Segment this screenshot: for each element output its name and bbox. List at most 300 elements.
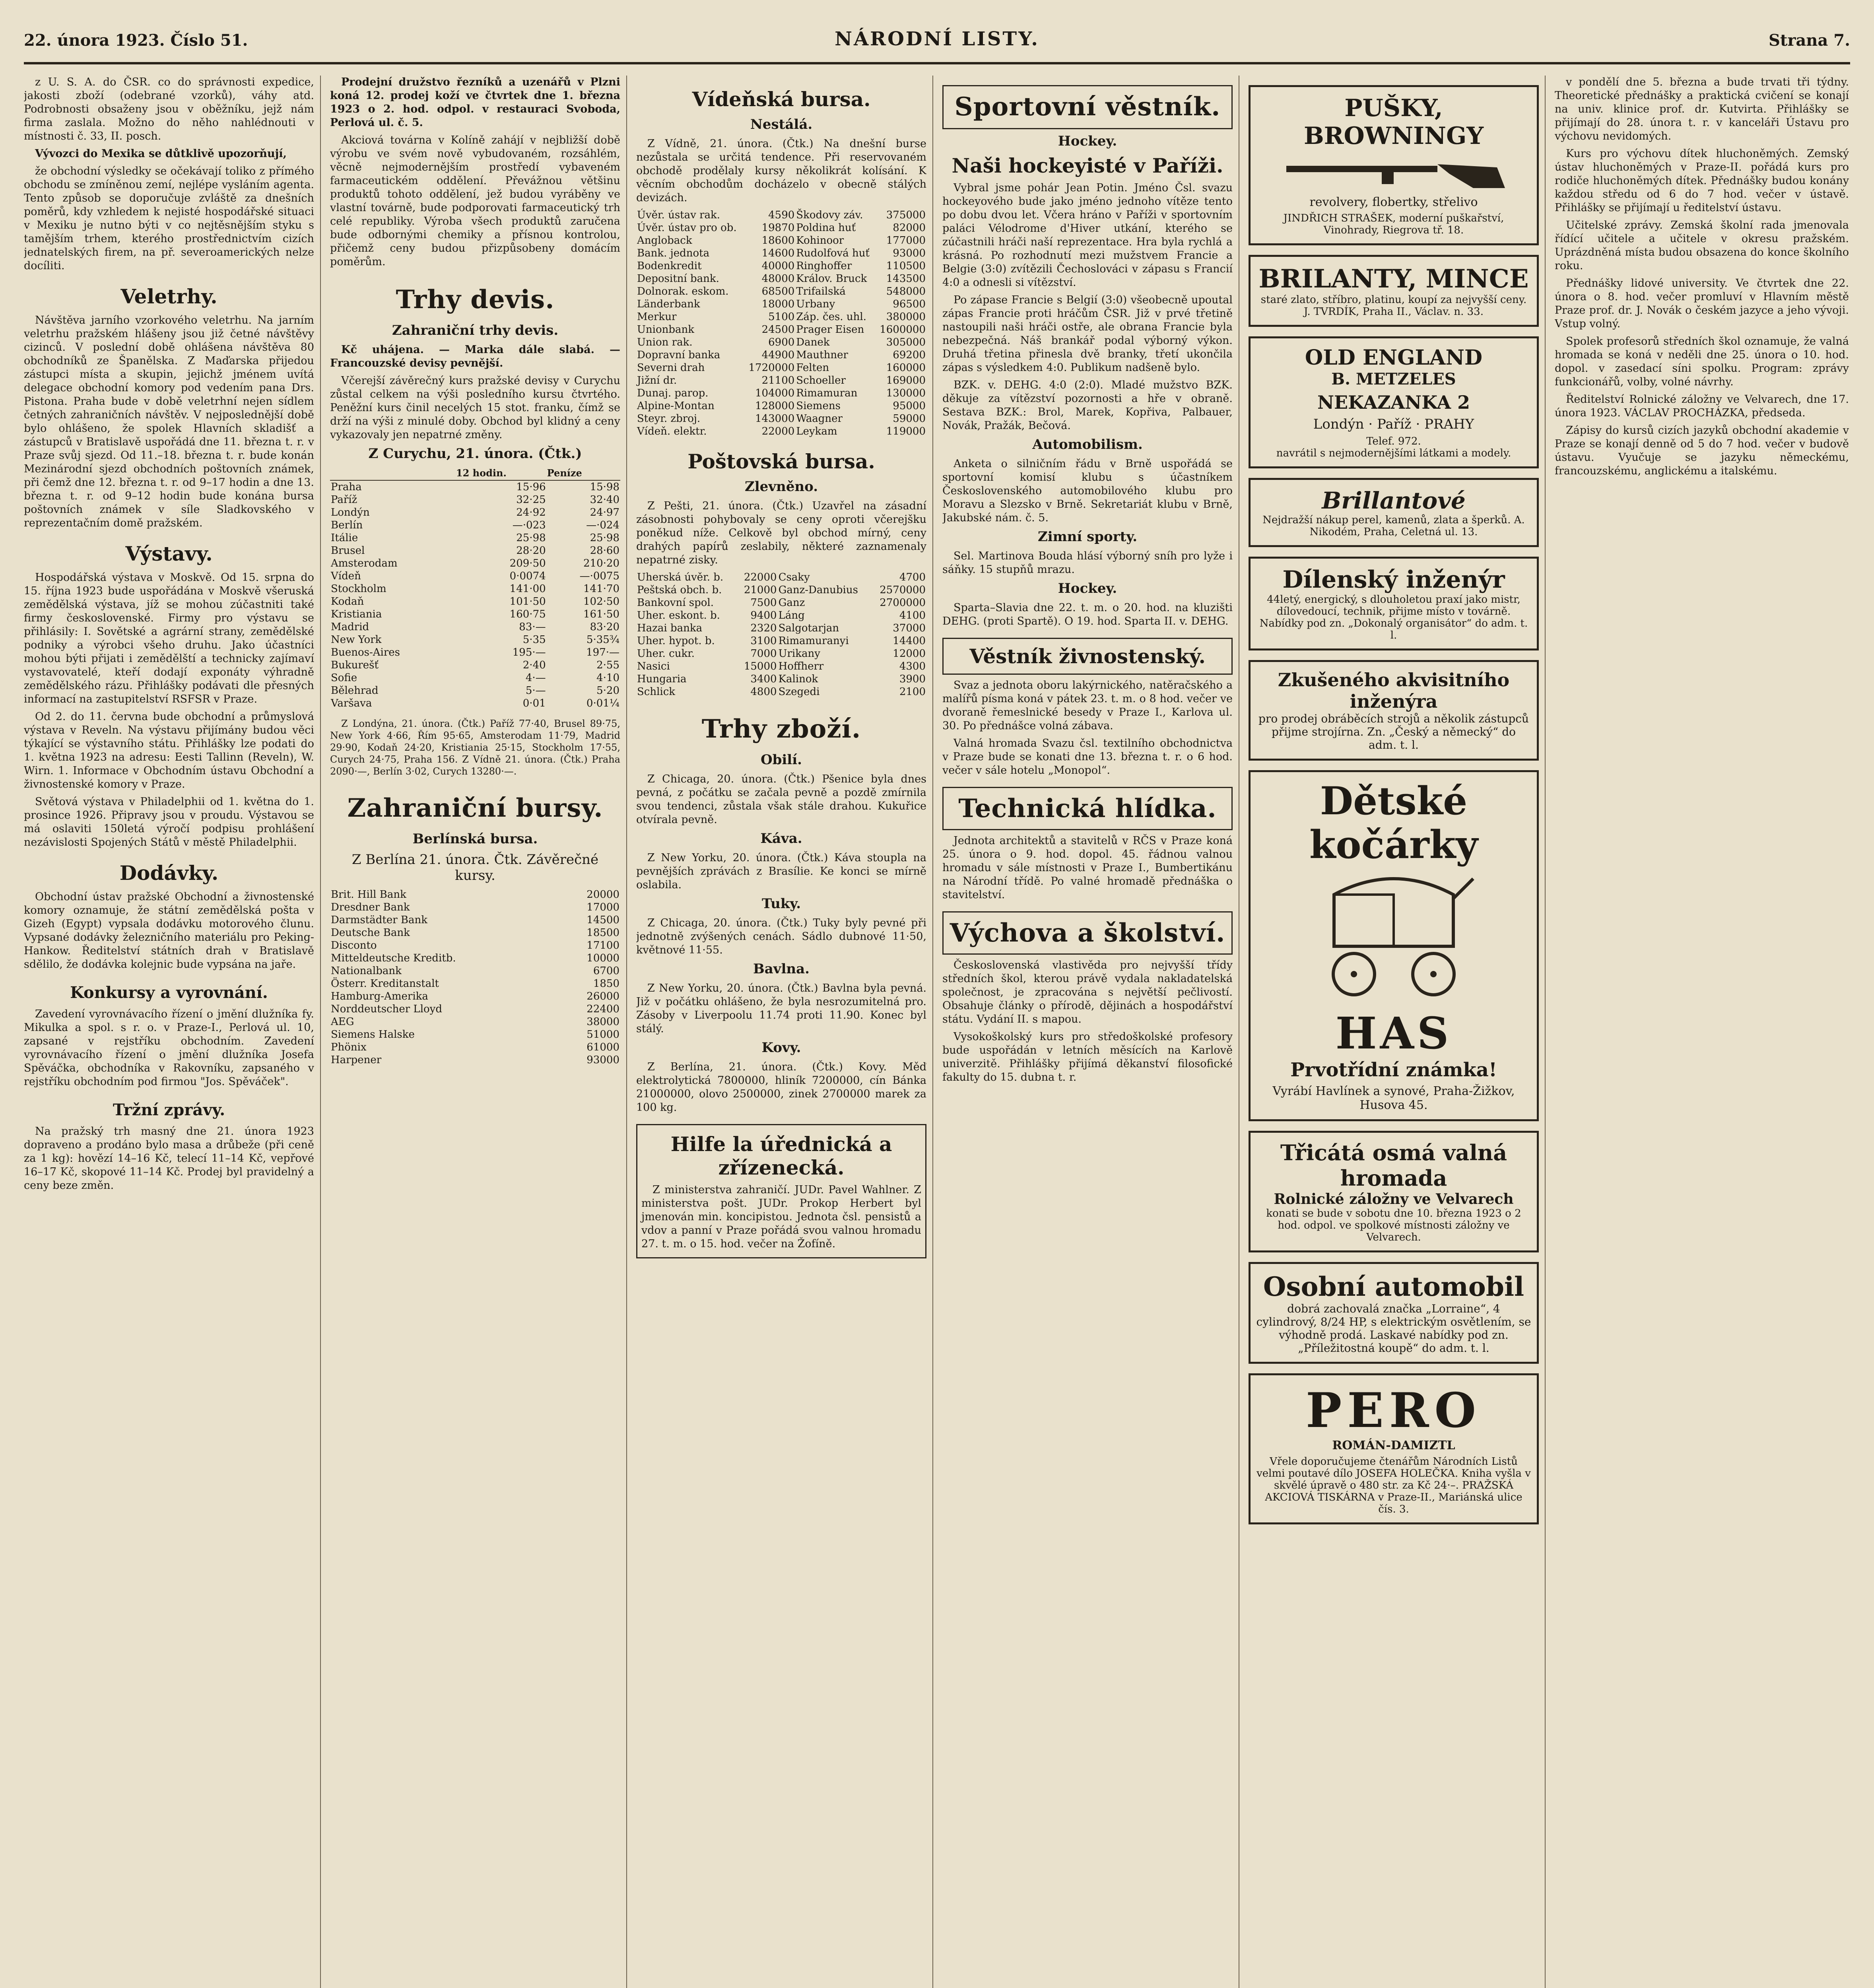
article-text: že obchodní výsledky se očekávají toliko z přímého obchodu se zmíněnou zemí, nejlépe vysláním agenta. Tento způsob se doporučuje zvláště za dnešních poměrů, kdy vzhledem k nejisté hospodářské situaci v Mexiku je nutno býti v co nejtěsnějším styku s tamějším trhem, kterého prostřednictvím cizích jednatelských firem, na př. severoamerických nelze docíliti.: [24, 165, 314, 272]
rate-value: 28·20: [516, 545, 546, 557]
rate-label: Bukurešť: [331, 659, 379, 671]
article-text: Z Chicaga, 20. února. (Čtk.) Tuky byly pevné při jednotně zvýšených cenách. Sádlo dubnové 11·50, květnové 11·55.: [636, 917, 926, 956]
ad-subtitle: B. METZELES: [1331, 370, 1456, 388]
rate-label: 102·50: [583, 596, 619, 608]
article-lead: Vývozci do Mexika se důtklivě upozorňují,: [35, 148, 287, 160]
article-text: Obchodní ústav pražské Obchodní a živnostenské komory oznamuje, že státní zemědělská pošta v Gizeh (Egypt) vypsala dodávku motorového člunu. Vypsané dodávky železničního materiálu pro Peking-Hankow. Ředitelství státních drah v Bratislavě sdělilo, že dodávka kolejnic bude vypsána na jaře.: [24, 891, 314, 971]
rate-value: 15000: [744, 660, 777, 672]
rate-label: Deutsche Bank: [331, 927, 410, 939]
rate-value: 61000: [586, 1041, 619, 1053]
section-heading: Vídeňská bursa.: [692, 87, 871, 111]
rate-value: 548000: [886, 285, 926, 297]
rate-value: 2·40: [522, 659, 546, 671]
rate-label: Salgotarjan: [778, 622, 839, 634]
berlin-rates-table: [330, 888, 620, 1066]
article-text: Z Chicaga, 20. února. (Čtk.) Pšenice byla dnes pevná, z počátku se začala pevně a pozdě zmírnila svou tendenci, zůstala však stále drahou. Kukuřice otvírala pevně.: [636, 773, 926, 826]
rate-label: 5·20: [596, 685, 619, 697]
rate-value: 48000: [761, 273, 795, 285]
rate-value: 22400: [586, 1003, 619, 1015]
rate-value: 160·75: [509, 608, 546, 620]
rate-label: 83·20: [590, 621, 619, 633]
rate-row: [330, 977, 620, 990]
rate-label: Škodovy záv.: [796, 209, 863, 221]
rate-label: Merkur: [637, 311, 677, 323]
section-heading: Věstník živnostenský.: [969, 645, 1206, 668]
rate-label: Ringhoffer: [796, 260, 852, 272]
rate-row: [636, 209, 926, 221]
rate-label: Uher. cukr.: [637, 648, 695, 660]
rate-label: Danek: [796, 336, 830, 348]
rate-label: Madrid: [331, 621, 369, 633]
ad-general-meeting: [1249, 1131, 1539, 1252]
article-text: Na pražský trh masný dne 21. února 1923 dopraveno a prodáno bylo masa a drůbeže (při ceně za 1 kg): hovězí 14–16 Kč, telecí 11–14 Kč, vepřové 16–17 Kč, skopové 11–14 Kč. Prodej byl pravidelný a ceny beze změn.: [24, 1125, 314, 1192]
ad-jeweller: [1249, 478, 1539, 547]
rate-label: Severni drah: [637, 362, 705, 374]
rate-value: 1850: [593, 978, 619, 990]
article-text: Z Pešti, 21. února. (Čtk.) Uzavřel na zásadní zásobnosti pohybovaly se ceny oproti včerejšku poněkud níže. Celkově byl obchod mírný, ceny drahých papírů zeslabily, některé zaznamenaly nepatrné zisky.: [636, 500, 926, 566]
rate-row: [330, 1054, 620, 1066]
rate-label: 4·10: [596, 672, 619, 684]
section-heading: Veletrhy.: [120, 285, 218, 308]
rate-row: [330, 595, 620, 608]
rate-row: [330, 965, 620, 977]
rate-label: Kodaň: [331, 596, 364, 608]
rate-value: 4·—: [525, 672, 546, 684]
rate-value: 380000: [886, 311, 926, 323]
rate-label: Rudolfová huť: [796, 247, 870, 259]
section-subheading: Káva.: [760, 831, 802, 846]
rate-value: 104000: [755, 387, 795, 399]
rate-label: Králov. Bruck: [796, 273, 867, 285]
rate-row: [636, 298, 926, 311]
rate-row: [330, 519, 620, 532]
rate-value: 7500: [750, 597, 777, 609]
rate-label: Úvěr. ústav pro ob.: [637, 222, 737, 234]
rate-value: 4300: [899, 660, 926, 672]
column-1: [24, 76, 314, 1988]
rate-row: [330, 697, 620, 710]
rate-label: Dresdner Bank: [331, 901, 410, 913]
rate-label: Brit. Hill Bank: [331, 889, 406, 901]
rate-row: [330, 952, 620, 965]
ad-subtitle: ROMÁN-DAMIZTL: [1332, 1439, 1455, 1452]
article-text: Z Berlína, 21. února. (Čtk.) Kovy. Měď elektrolytická 7800000, hliník 7200000, cín Bánka 21000000, olovo 2500000, zinek 2700000 marek za 100 kg.: [636, 1061, 926, 1114]
rate-row: [330, 1041, 620, 1054]
article-lead: Kč uhájena. — Marka dále slabá. — Francouzské devisy pevnější.: [330, 344, 620, 369]
rate-value: 18000: [761, 298, 795, 310]
rates-heading: Z Curychu, 21. února. (Čtk.): [368, 446, 582, 462]
section-subheading: Nestálá.: [750, 116, 813, 132]
section-heading: Zahraniční bursy.: [347, 793, 603, 823]
ad-title: Dílenský inženýr: [1282, 566, 1505, 594]
article-text: Zavedení vyrovnávacího řízení o jmění dlužníka fy. Mikulka a spol. s r. o. v Praze-I., Perlová ul. 10, zapsané v rejstříku obchodním. Zavedení vyrovnávacího řízení o jmění dlužníka Josefa Spěváčka, obchodníka v Rakovníku, zapsaného v rejstříku obchodním pod firmou "Jos. Spěváček".: [24, 1008, 314, 1088]
rate-row: [330, 990, 620, 1003]
rate-row: [636, 400, 926, 412]
ad-text: navrátil s nejmodernějšími látkami a modely.: [1276, 447, 1511, 459]
rate-row: [636, 349, 926, 361]
rate-label: Praha: [331, 481, 362, 493]
rate-row: [330, 557, 620, 570]
rate-row: [636, 221, 926, 234]
section-subheading: Zimní sporty.: [1037, 529, 1138, 545]
section-heading: Výchova a školství.: [950, 918, 1225, 948]
column-rule: [626, 76, 627, 1988]
rate-label: Poldina huť: [796, 222, 856, 234]
ad-text: pro prodej obráběcích strojů a několik zástupců přijme strojírna. Zn. „Český a německý“ do adm. t. l.: [1258, 712, 1529, 751]
rate-value: 160000: [886, 362, 926, 374]
rate-label: Záp. čes. uhl.: [796, 311, 866, 323]
rate-row: [330, 608, 620, 621]
page-number: Strana 7.: [1768, 31, 1850, 50]
rate-label: Dopravní banka: [637, 349, 720, 361]
rate-value: 17000: [586, 901, 619, 913]
rate-row: [636, 412, 926, 425]
article-text: Ředitelství Rolnické záložny ve Velvarech, dne 17. února 1923. VÁCLAV PROCHÁZKA, předseda.: [1555, 393, 1849, 419]
rate-row: [330, 506, 620, 519]
rate-value: 24500: [761, 324, 795, 336]
article-text: Návštěva jarního vzorkového veletrhu. Na jarním veletrhu pražském hlášeny jsou již četné návštěvy cizinců. V poslední době ohlášena návštěva 80 obchodníků ze Španělska. Z Maďarska přijedou zástupci místa a skupin, jejichž jménem uvítá delegace obchodní komory pod vedením pana Drs. Pistona. Praha bude v době veletrhní nejen sídlem četných zahraničních návštěv. V nejposlednější době bylo ohlášeno, že spolek Hlavních skladišť a zástupců v Bratislavě uspořádá dne 11. března t. r. v Praze svůj sjezd. Od 11.–18. března t. r. bude konán Mezinárodní sjezd obchodních poštovních známek, při čemž dne 12. března t. r. od 9–17 hodin a dne 13. března t. r. od 9–12 hodin bude konána bursa poštovních známek v síle Sladkovského v reprezentačním domě pražském.: [24, 314, 314, 529]
rate-label: Dolnorak. eskom.: [637, 285, 729, 297]
rate-value: 20000: [586, 889, 619, 901]
rate-label: Szegedi: [778, 686, 820, 698]
article-text: Sel. Martinova Bouda hlásí výborný sníh pro lyže i sáňky. 15 stupňů mrazu.: [942, 550, 1233, 576]
rate-label: Brusel: [331, 545, 365, 557]
article-text: Z Londýna, 21. února. (Čtk.) Paříž 77·40, Brusel 89·75, New York 4·66, Řím 95·65, Amsterodam 11·79, Madrid 29·90, Kodaň 24·20, Kristiania 25·15, Stockholm 17·55, Curych 24·75, Praha 156. Z Vídně 21. února. (Čtk.) Praha 2090·—, Berlín 3·02, Curych 13280·—.: [330, 718, 620, 777]
article-text: Od 2. do 11. června bude obchodní a průmyslová výstava v Reveln. Na výstavu přijímány budou věci týkající se výstavního státu. Přihlášky lze podati do 1. května 1923 na adresu: Eesti Tallinn (Reveln), W. Wirn. 1. Informace v Obchodním ústavu Obchodní a živnostenské komory v Praze.: [24, 711, 314, 790]
rate-value: 15·96: [516, 481, 546, 493]
rate-row: [330, 493, 620, 506]
rate-label: Berlín: [331, 519, 363, 531]
article-text: BZK. v. DEHG. 4:0 (2:0). Mladé mužstvo BZK. děkuje za vítězství pozornosti a hře v obraně. Sestava BZK.: Brol, Marek, Kopřiva, Palbauer, Novák, Pražák, Bečová.: [942, 379, 1233, 432]
section-heading: Dodávky.: [119, 861, 219, 885]
rates-column-header: Peníze: [547, 466, 620, 480]
rate-row: [636, 336, 926, 349]
article-text: Vysokoškolský kurs pro středoškolské profesory bude uspořádán v letních měsících na Karlově univerzitě. Přihlášky přijímá děkanství filosofické fakulty do 15. dubna t. r.: [942, 1031, 1233, 1083]
rate-value: 68500: [761, 285, 795, 297]
rate-label: Österr. Kreditanstalt: [331, 978, 439, 990]
rate-row: [636, 374, 926, 387]
rate-label: Urikany: [778, 648, 820, 660]
article-headline: Naši hockeyisté v Paříži.: [952, 154, 1223, 177]
rates-heading: Z Berlína 21. února. Čtk. Závěrečné kursy.: [351, 852, 599, 883]
rate-row: [330, 582, 620, 595]
section-heading: Trhy zboží.: [701, 714, 861, 744]
zurich-rates-table: [330, 466, 620, 710]
rate-value: 101·50: [509, 596, 546, 608]
ad-title: PERO: [1306, 1382, 1482, 1439]
rate-row: [636, 361, 926, 374]
rate-label: 28·60: [590, 545, 619, 557]
section-heading: Tržní zprávy.: [113, 1101, 225, 1119]
rate-label: Peštská obch. b.: [637, 584, 722, 596]
ad-engineer: [1249, 557, 1539, 650]
article-text: Kurs pro výchovu dítek hluchoněmých. Zemský ústav hluchoněmých v Praze-II. pořádá kurs pro rodiče hluchoněmých dítek. Přednášky budou konány každou středu od 6 do 7 hod. večer v ústavě. Přihlášky se přijímají u ředitelství ústavu.: [1555, 148, 1849, 214]
article-text: Vybral jsme pohár Jean Potin. Jméno Čsl. svazu hockeyového bude jako jméno jednoho vítěze tento po dobu dvou let. Včera hráno v Paříži v sportovním paláci Vélodrome d'Hiver utkání, kterého se zúčastnili hráči naší reprezentace. Hra byla rychlá a krásná. Po rozhodnutí mezi mužstvem Francie a Belgie (3:0) zvítězili Čechoslováci v zápasu s Francií 4:0 a odnesli si vítězství.: [942, 182, 1233, 289]
rate-value: 22000: [744, 571, 777, 583]
rate-label: 141·70: [583, 583, 619, 595]
section-heading: Trhy devis.: [396, 285, 555, 315]
rate-row: [636, 609, 926, 622]
ad-prams: [1249, 770, 1539, 1121]
rate-value: 69200: [893, 349, 926, 361]
section-header-box: [942, 787, 1233, 830]
rate-label: Kohinoor: [796, 235, 844, 247]
rate-row: [636, 660, 926, 673]
rate-label: 24·97: [590, 507, 619, 518]
rate-label: 2·55: [596, 659, 619, 671]
rate-value: 51000: [586, 1029, 619, 1041]
rate-value: 177000: [886, 235, 926, 247]
rate-label: Láng: [778, 610, 805, 621]
rate-label: Nasici: [637, 660, 670, 672]
section-heading: Výstavy.: [125, 542, 213, 565]
rate-value: 4100: [899, 610, 926, 621]
rate-row: [330, 544, 620, 557]
ad-title: BRILANTY, MINCE: [1258, 264, 1529, 294]
rate-label: Uher. hypot. b.: [637, 635, 715, 647]
article-text: Akciová továrna v Kolíně zahájí v nejbližší době výrobu ve svém nově vybudovaném, rozsáhlém, věcně nejmodernějším prostředí vybaveném farmaceutickém oddělení. Převážnou většinu produktů tohoto oddělení, jež budou vyráběny ve vlastní továrně, bude podporovati farmaceutický trh celé republiky. Výroba všech produktů zaručena bude odbornými chemiky a přísnou kontrolou, přičemž ceny budou přizpůsobeny domácím poměrům.: [330, 134, 620, 268]
article-text: Spolek profesorů středních škol oznamuje, že valná hromada se koná v neděli dne 25. února o 10. hod. dopol. v zasedací síni spolku. Program: zprávy funkcionářů, volby, volné návrhy.: [1555, 335, 1849, 388]
rate-label: 161·50: [583, 608, 619, 620]
rate-row: [330, 1003, 620, 1015]
rate-label: 197·—: [586, 646, 619, 658]
section-subheading: Zlevněno.: [744, 479, 818, 495]
rate-label: Depositní bank.: [637, 273, 719, 285]
rate-row: [636, 635, 926, 647]
ad-text: staré zlato, stříbro, platinu, koupí za nejvyšší ceny. J. TVRDÍK, Praha II., Václav. n. 33.: [1260, 294, 1527, 318]
rate-value: 2320: [750, 622, 777, 634]
rate-label: Mitteldeutsche Kreditb.: [331, 952, 456, 964]
rate-label: 25·98: [590, 532, 619, 544]
rate-value: 25·98: [516, 532, 546, 544]
sport-header-box: [942, 85, 1233, 129]
rate-row: [636, 647, 926, 660]
ad-sales-engineer: [1249, 660, 1539, 761]
rate-label: Darmstädter Bank: [331, 914, 428, 926]
rate-row: [330, 659, 620, 672]
article-text: Z New Yorku, 20. února. (Čtk.) Bavlna byla pevná. Již v počátku ohlášeno, že byla nesrozumitelná pro. Zásoby v Liverpoolu 11.74 proti 11.90. Konec byl stálý.: [636, 982, 926, 1035]
article-text: Anketa o silničním řádu v Brně uspořádá se sportovní komisí klubu s účastníkem Československého automobilového klubu pro Moravu a Slezsko v Brně. Sekretariát klubu v Brně, Jakubské nám. č. 5.: [942, 458, 1233, 524]
rate-value: 1600000: [880, 324, 926, 336]
rate-label: AEG: [331, 1016, 354, 1028]
section-header-box: [942, 638, 1233, 675]
rate-row: [636, 425, 926, 438]
rate-label: Phönix: [331, 1041, 367, 1053]
rate-row: [636, 285, 926, 298]
notice-text: Z ministerstva zahraničí. JUDr. Pavel Wahlner. Z ministerstva pošt. JUDr. Prokop Herbert byl jmenován min. koncipistou. Jednota čsl. pensistů a vdov a panní v Praze pořádá svou valnou hromadu 27. t. m. o 15. hod. večer na Žofíně.: [641, 1184, 921, 1250]
column-4: [942, 76, 1233, 1988]
rate-label: Bankovní spol.: [637, 597, 714, 609]
section-heading: Poštovská bursa.: [687, 450, 875, 473]
rate-value: 6700: [593, 965, 619, 977]
ad-guns: [1249, 85, 1539, 245]
column-6: [1555, 76, 1849, 1988]
section-heading: Konkursy a vyrovnání.: [70, 983, 268, 1002]
ad-text: konati se bude v sobotu dne 10. března 1923 o 2 hod. odpol. ve spolkové místnosti záložny ve Velvarech.: [1266, 1208, 1521, 1243]
rate-value: 143500: [886, 273, 926, 285]
rate-label: 5·35¾: [586, 634, 619, 646]
rate-label: Ganz: [778, 597, 805, 609]
rate-label: Steyr. zbroj.: [637, 413, 701, 425]
rate-label: Hamburg-Amerika: [331, 990, 428, 1002]
rate-value: 21100: [761, 375, 795, 386]
column-2: [330, 76, 620, 1988]
rate-value: 12000: [893, 648, 926, 660]
rate-label: 210·20: [583, 557, 619, 569]
ad-book: [1249, 1373, 1539, 1524]
ad-title: Dětské kočárky: [1309, 779, 1478, 867]
rate-value: 19870: [761, 222, 795, 234]
rate-label: Siemens Halske: [331, 1029, 415, 1041]
ad-text: JINDŘICH STRAŠEK, moderní puškařství, Vinohrady, Riegrova tř. 18.: [1283, 212, 1504, 236]
rate-value: 5100: [768, 311, 795, 323]
column-rule: [932, 76, 933, 1988]
rate-label: Urbany: [796, 298, 835, 310]
rate-row: [330, 1015, 620, 1028]
rate-row: [636, 247, 926, 260]
rate-label: Schlick: [637, 686, 676, 698]
rate-label: Londýn: [331, 507, 370, 518]
rate-label: Angloback: [637, 235, 692, 247]
rate-row: [636, 387, 926, 400]
section-header-box: [942, 911, 1233, 955]
section-heading: Technická hlídka.: [958, 794, 1217, 823]
rate-value: 83·—: [519, 621, 546, 633]
rate-value: 14500: [586, 914, 619, 926]
rate-value: 4800: [750, 686, 777, 698]
rate-label: Norddeutscher Lloyd: [331, 1003, 442, 1015]
ad-title: Zkušeného akvisitního inženýra: [1278, 669, 1510, 712]
ad-title: Třicátá osmá valná hromada: [1280, 1140, 1507, 1191]
rate-label: Hazai banka: [637, 622, 703, 634]
rate-label: Kristiania: [331, 608, 382, 620]
rate-row: [636, 673, 926, 685]
rate-label: Trifailská: [796, 285, 846, 297]
rate-label: Itálie: [331, 532, 358, 544]
rate-value: 5·—: [525, 685, 546, 697]
rate-label: Rimamuranyi: [778, 635, 849, 647]
ad-text: Vyrábí Havlínek a synové, Praha-Žižkov, Husova 45.: [1272, 1084, 1515, 1112]
rate-value: 14600: [761, 247, 795, 259]
rate-value: 3900: [899, 673, 926, 685]
rate-row: [636, 596, 926, 609]
rate-label: Hoffherr: [778, 660, 824, 672]
rate-row: [330, 480, 620, 493]
rate-label: Waagner: [796, 413, 843, 425]
rate-row: [330, 888, 620, 901]
masthead: [24, 28, 1850, 64]
rate-label: Felten: [796, 362, 829, 374]
rate-label: Union rak.: [637, 336, 693, 348]
rate-value: 93000: [586, 1054, 619, 1066]
ad-title: Brillantové: [1322, 487, 1466, 514]
rate-row: [330, 1028, 620, 1041]
section-subheading: Bavlna.: [753, 961, 810, 977]
rate-value: 17100: [586, 940, 619, 951]
ad-car: [1249, 1262, 1539, 1364]
rate-value: 209·50: [509, 557, 546, 569]
rate-label: Alpine-Montan: [637, 400, 715, 412]
ad-title: Osobní automobil: [1263, 1271, 1524, 1302]
rate-label: Disconto: [331, 940, 377, 951]
rate-value: 22000: [761, 425, 795, 437]
rate-value: 21000: [744, 584, 777, 596]
rate-row: [330, 532, 620, 544]
vienna-rates-table: [636, 209, 926, 438]
rate-value: 96500: [893, 298, 926, 310]
rate-value: 3100: [750, 635, 777, 647]
rate-label: Paříž: [331, 494, 357, 506]
rate-label: Bělehrad: [331, 685, 379, 697]
rate-label: Uher. eskont. b.: [637, 610, 720, 621]
rate-value: 119000: [886, 425, 926, 437]
ad-subtitle: Rolnické záložny ve Velvarech: [1274, 1191, 1514, 1208]
ad-phone: Telef. 972.: [1366, 435, 1421, 447]
rate-value: 1720000: [748, 362, 795, 374]
rate-label: Nationalbank: [331, 965, 402, 977]
article-text: v pondělí dne 5. března a bude trvati tři týdny. Theoretické přednášky a praktická cvičení se konají na univ. klinice prof. dr. Kutvirta. Přihlášky se přijímají do 28. února t. r. v kanceláři Ústavu pro výchovu nevidomých.: [1555, 76, 1849, 142]
article-text: Valná hromada Svazu čsl. textilního obchodnictva v Praze bude se konati dne 13. března t. r. o 6 hod. večer v sále hotelu „Monopol“.: [942, 737, 1233, 777]
rate-value: 143000: [755, 413, 795, 425]
rates-column-header: [330, 466, 456, 480]
rate-value: 24·92: [516, 507, 546, 518]
ad-subtitle: revolvery, flobertky, střelivo: [1309, 195, 1478, 209]
rate-label: Unionbank: [637, 324, 695, 336]
rate-value: 95000: [893, 400, 926, 412]
notice-box: [636, 1124, 926, 1258]
rates-column-header: 12 hodin.: [456, 466, 547, 480]
rate-label: Buenos-Aires: [331, 646, 400, 658]
rifle-icon: [1282, 150, 1505, 194]
rate-row: [330, 684, 620, 697]
rate-value: 3400: [750, 673, 777, 685]
column-5: [1249, 76, 1539, 1988]
article-text: Z Vídně, 21. února. (Čtk.) Na dnešní burse nezůstala se určitá tendence. Při reservovaném obchodě prodělaly kursy několikrát kolísání. K věcním obchodům docházelo v obecně stálých devizách.: [636, 138, 926, 204]
section-heading: Sportovní věstník.: [954, 92, 1221, 122]
column-3: [636, 76, 926, 1988]
article-text: Zápisy do kursů cizích jazyků obchodní akademie v Praze se konají denně od 5 do 7 hod. večer v budově ústavu. Vyučuje se jazyku německému, francouzskému, anglickému a italskému.: [1555, 424, 1849, 477]
rate-label: Bodenkredit: [637, 260, 702, 272]
section-subheading: Hockey.: [1058, 580, 1117, 596]
rate-row: [636, 323, 926, 336]
rate-value: 93000: [893, 247, 926, 259]
rate-value: 9400: [750, 610, 777, 621]
article-text: Svaz a jednota oboru lakýrnického, natěračského a malířů písma koná v pátek 23. t. m. o 8 hod. večer ve dvoraně řemeslnické besedy v Praze I., Karlova ul. 30. Po přednášce volná zábava.: [942, 679, 1233, 732]
rate-value: 4700: [899, 571, 926, 583]
article-text: Sparta–Slavia dne 22. t. m. o 20. hod. na kluzišti DEHG. (proti Spartě). O 19. hod. Sparta II. v. DEHG.: [942, 602, 1233, 627]
ad-text: 44letý, energický, s dlouholetou praxí jako mistr, dílovedoucí, technik, přijme místo v továrně. Nabídky pod zn. „Dokonalý organisátor“ do adm. t. l.: [1259, 594, 1528, 641]
rate-value: 7000: [750, 648, 777, 660]
rate-label: 15·98: [590, 481, 619, 493]
rate-row: [330, 646, 620, 659]
rate-label: Hungaria: [637, 673, 687, 685]
rate-value: 5·35: [522, 634, 546, 646]
rate-value: 130000: [886, 387, 926, 399]
article-text: Světová výstava v Philadelphii od 1. května do 1. prosince 1926. Připravy jsou v proudu. Výstavou se má oslaviti 150letá výročí podpisu prohlášení nezávislosti Spojených Států v městě Philadelphii.: [24, 796, 314, 848]
rate-label: Úvěr. ústav rak.: [637, 209, 720, 221]
rate-value: 18600: [761, 235, 795, 247]
article-text: Československá vlastivěda pro nejvyšší třídy středních škol, kterou právě vydala nakladatelská společnost, je zpracována s největší pečlivostí. Obsahuje články o přírodě, dějinách a hospodářství státu. Vydání II. s mapou.: [942, 959, 1233, 1025]
rate-row: [636, 311, 926, 323]
rate-label: Leykam: [796, 425, 837, 437]
rate-value: 141·00: [509, 583, 546, 595]
section-subheading: Tuky.: [761, 896, 801, 912]
rate-row: [636, 260, 926, 272]
section-subheading: Kovy.: [761, 1040, 801, 1056]
rate-row: [636, 571, 926, 584]
newspaper-title: NÁRODNÍ LISTY.: [835, 28, 1039, 50]
rate-label: Schoeller: [796, 375, 846, 386]
